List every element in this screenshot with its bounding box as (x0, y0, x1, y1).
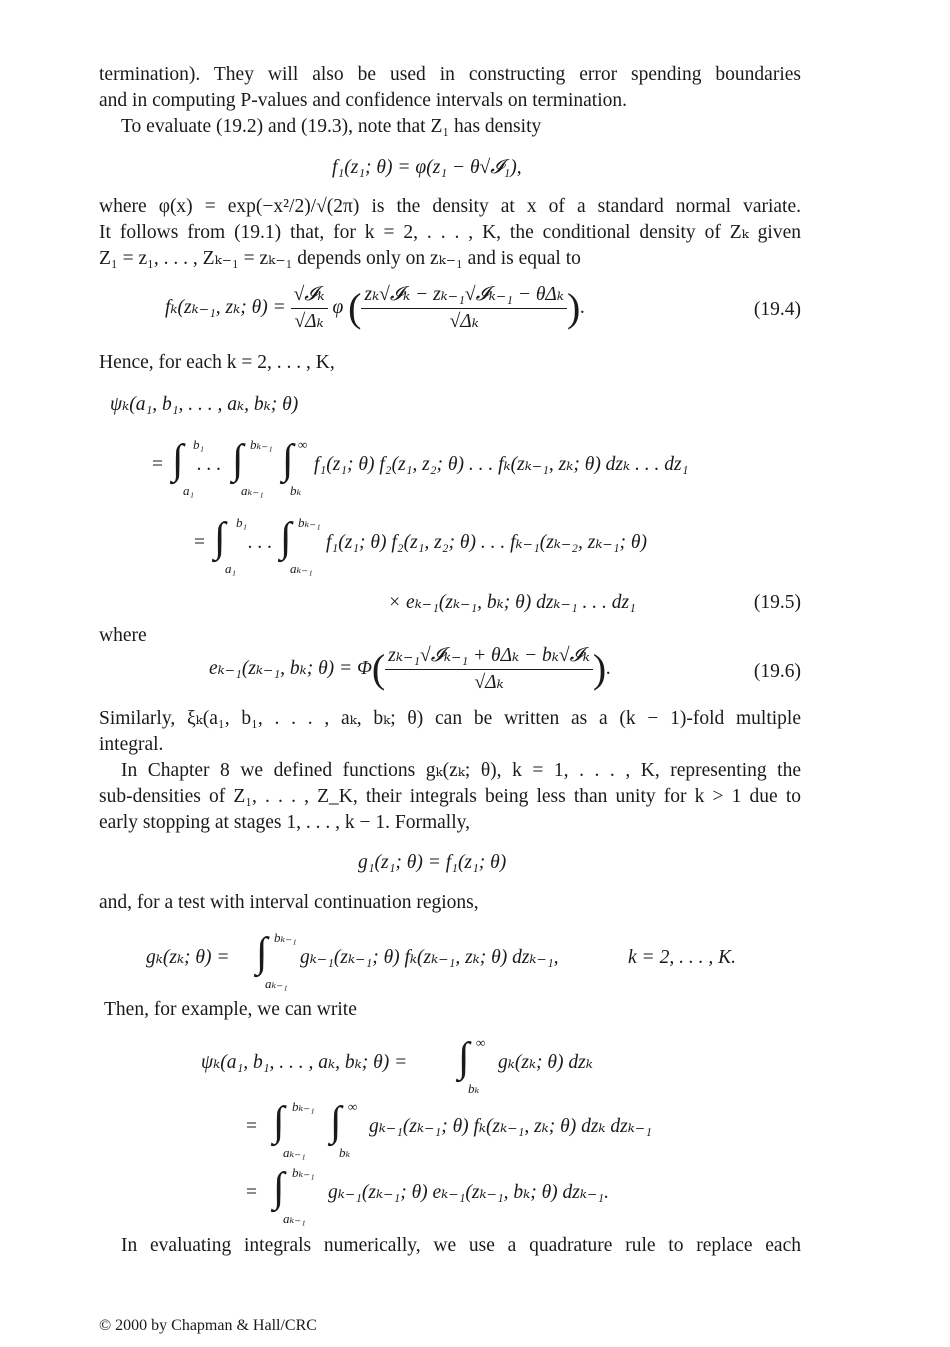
integrand-continued: × eₖ₋₁(zₖ₋₁, bₖ; θ) dzₖ₋₁ . . . dz₁ (388, 592, 636, 613)
fraction-denominator: √Δₖ (449, 311, 479, 332)
equation-g1: g₁(z₁; θ) = f₁(z₁; θ) (358, 852, 507, 873)
text-line: In evaluating integrals numerically, we use a quadrature rule to replace each (121, 1235, 801, 1256)
equation-19-6 (209, 643, 611, 696)
equals-sign: = (152, 454, 163, 475)
fraction-denominator: √Δₖ (294, 311, 324, 332)
integral-upper-limit: ∞ (348, 1099, 358, 1114)
text-line: Then, for example, we can write (104, 999, 357, 1020)
text-line: It follows from (19.1) that, for k = 2, . . . , K, the conditional density of Zₖ given (99, 222, 801, 243)
text-line: Similarly, ξₖ(a₁, b₁, . . . , aₖ, bₖ; θ) can be written as a (k − 1)-fold multiple (99, 708, 801, 729)
integral-sign: ∫ (330, 1099, 342, 1145)
fraction-numerator: zₖ₋₁√𝓘ₖ₋₁ + θΔₖ − bₖ√𝓘ₖ (385, 643, 593, 670)
text-line: integral. (99, 734, 164, 755)
integral-sign: ∫ (214, 515, 226, 561)
eq-lhs: eₖ₋₁(zₖ₋₁, bₖ; θ) = Φ (209, 657, 372, 679)
equation-number: (19.5) (753, 592, 801, 613)
paren-open: ( (348, 284, 362, 330)
integral-sign: ∫ (458, 1035, 470, 1081)
integral-lower-limit: aₖ₋₁ (283, 1211, 306, 1226)
integrand: gₖ₋₁(zₖ₋₁; θ) eₖ₋₁(zₖ₋₁, bₖ; θ) dzₖ₋₁. (328, 1182, 609, 1203)
eq-end: . (606, 657, 612, 679)
eq-lhs: fₖ(zₖ₋₁, zₖ; θ) = (165, 296, 286, 318)
integral-upper-limit: bₖ₋₁ (298, 515, 321, 530)
integral-sign: ∫ (273, 1165, 285, 1211)
integral-lower-limit: aₖ₋₁ (290, 561, 313, 576)
equals-sign: = (246, 1182, 257, 1203)
integrand: f₁(z₁; θ) f₂(z₁, z₂; θ) . . . fₖ(zₖ₋₁, zₖ; θ) dzₖ . . . dz₁ (314, 454, 689, 475)
ellipsis: . . . (248, 532, 273, 553)
integral-upper-limit: bₖ₋₁ (292, 1165, 315, 1180)
fraction (385, 643, 593, 696)
text-line: where φ(x) = exp(−x²/2)/√(2π) is the density at x of a standard normal variate. (99, 196, 801, 217)
index-range: k = 2, . . . , K. (628, 947, 736, 968)
equation-f1: f₁(z₁; θ) = φ(z₁ − θ√𝓘₁), (332, 157, 522, 178)
phi-symbol: φ (332, 296, 344, 318)
fraction-numerator: √𝓘ₖ (291, 282, 328, 309)
integral-lower-limit: aₖ₋₁ (241, 483, 264, 498)
text-line: Hence, for each k = 2, . . . , K, (99, 352, 335, 373)
integral-upper-limit: b₁ (236, 515, 248, 530)
integral-lower-limit: aₖ₋₁ (283, 1145, 306, 1160)
equation-19-4 (165, 282, 585, 335)
fraction-numerator: zₖ√𝓘ₖ − zₖ₋₁√𝓘ₖ₋₁ − θΔₖ (361, 282, 567, 309)
equals-sign: = (194, 532, 205, 553)
text-line: early stopping at stages 1, . . . , k − 1. Formally, (99, 812, 470, 833)
equation-psi-lhs: ψₖ(a₁, b₁, . . . , aₖ, bₖ; θ) (110, 394, 299, 415)
ellipsis: . . . (197, 454, 222, 475)
text-line: where (99, 625, 147, 646)
paren-close: ) (566, 284, 581, 330)
text-line: termination). They will also be used in constructing error spending boundaries (99, 64, 801, 85)
integral-sign: ∫ (232, 437, 244, 483)
integral-upper-limit: ∞ (298, 437, 308, 452)
equals-sign: = (246, 1116, 257, 1137)
equation-psi-lhs: ψₖ(a₁, b₁, . . . , aₖ, bₖ; θ) = (201, 1052, 408, 1073)
equation-number: (19.4) (753, 299, 801, 320)
equation-number: (19.6) (753, 661, 801, 682)
integral-upper-limit: bₖ₋₁ (250, 437, 273, 452)
text-line: In Chapter 8 we defined functions gₖ(zₖ; θ), k = 1, . . . , K, representing the (121, 760, 801, 781)
integrand: gₖ₋₁(zₖ₋₁; θ) fₖ(zₖ₋₁, zₖ; θ) dzₖ dzₖ₋₁ (369, 1116, 652, 1137)
integral-sign: ∫ (256, 930, 268, 976)
text-line: Z₁ = z₁, . . . , Zₖ₋₁ = zₖ₋₁ depends only on zₖ₋₁ and is equal to (99, 248, 581, 269)
fraction-denominator: √Δₖ (474, 672, 504, 693)
paren-open: ( (371, 645, 386, 691)
integral-lower-limit: a₁ (183, 483, 195, 498)
text-line: and in computing P-values and confidence intervals on termination. (99, 90, 627, 111)
integrand: gₖ₋₁(zₖ₋₁; θ) fₖ(zₖ₋₁, zₖ; θ) dzₖ₋₁, (300, 947, 559, 968)
copyright-footer: © 2000 by Chapman & Hall/CRC (99, 1317, 317, 1334)
fraction (361, 282, 567, 335)
integral-lower-limit: bₖ (468, 1081, 480, 1096)
equation-psi-line1 (152, 452, 163, 478)
paren-close: ) (592, 645, 607, 691)
integral-sign: ∫ (172, 437, 184, 483)
integral-upper-limit: b₁ (193, 437, 205, 452)
equation-gk-lhs: gₖ(zₖ; θ) = (146, 947, 230, 968)
integrand: f₁(z₁; θ) f₂(z₁, z₂; θ) . . . fₖ₋₁(zₖ₋₂, zₖ₋₁; θ) (326, 532, 647, 553)
integral-lower-limit: aₖ₋₁ (265, 976, 288, 991)
integral-sign: ∫ (282, 437, 294, 483)
integral-sign: ∫ (280, 515, 292, 561)
integral-lower-limit: a₁ (225, 561, 237, 576)
integral-lower-limit: bₖ (290, 483, 302, 498)
eq-end: . (580, 296, 586, 318)
integral-upper-limit: ∞ (476, 1035, 486, 1050)
integral-lower-limit: bₖ (339, 1145, 351, 1160)
text-line: To evaluate (19.2) and (19.3), note that Z₁ has density (121, 116, 542, 137)
integral-upper-limit: bₖ₋₁ (274, 930, 297, 945)
integral-sign: ∫ (273, 1099, 285, 1145)
integral-upper-limit: bₖ₋₁ (292, 1099, 315, 1114)
integrand: gₖ(zₖ; θ) dzₖ (498, 1052, 593, 1073)
text-line: and, for a test with interval continuation regions, (99, 892, 479, 913)
fraction (291, 282, 328, 335)
text-line: sub-densities of Z₁, . . . , Z_K, their integrals being less than unity for k > 1 due to (99, 786, 801, 807)
